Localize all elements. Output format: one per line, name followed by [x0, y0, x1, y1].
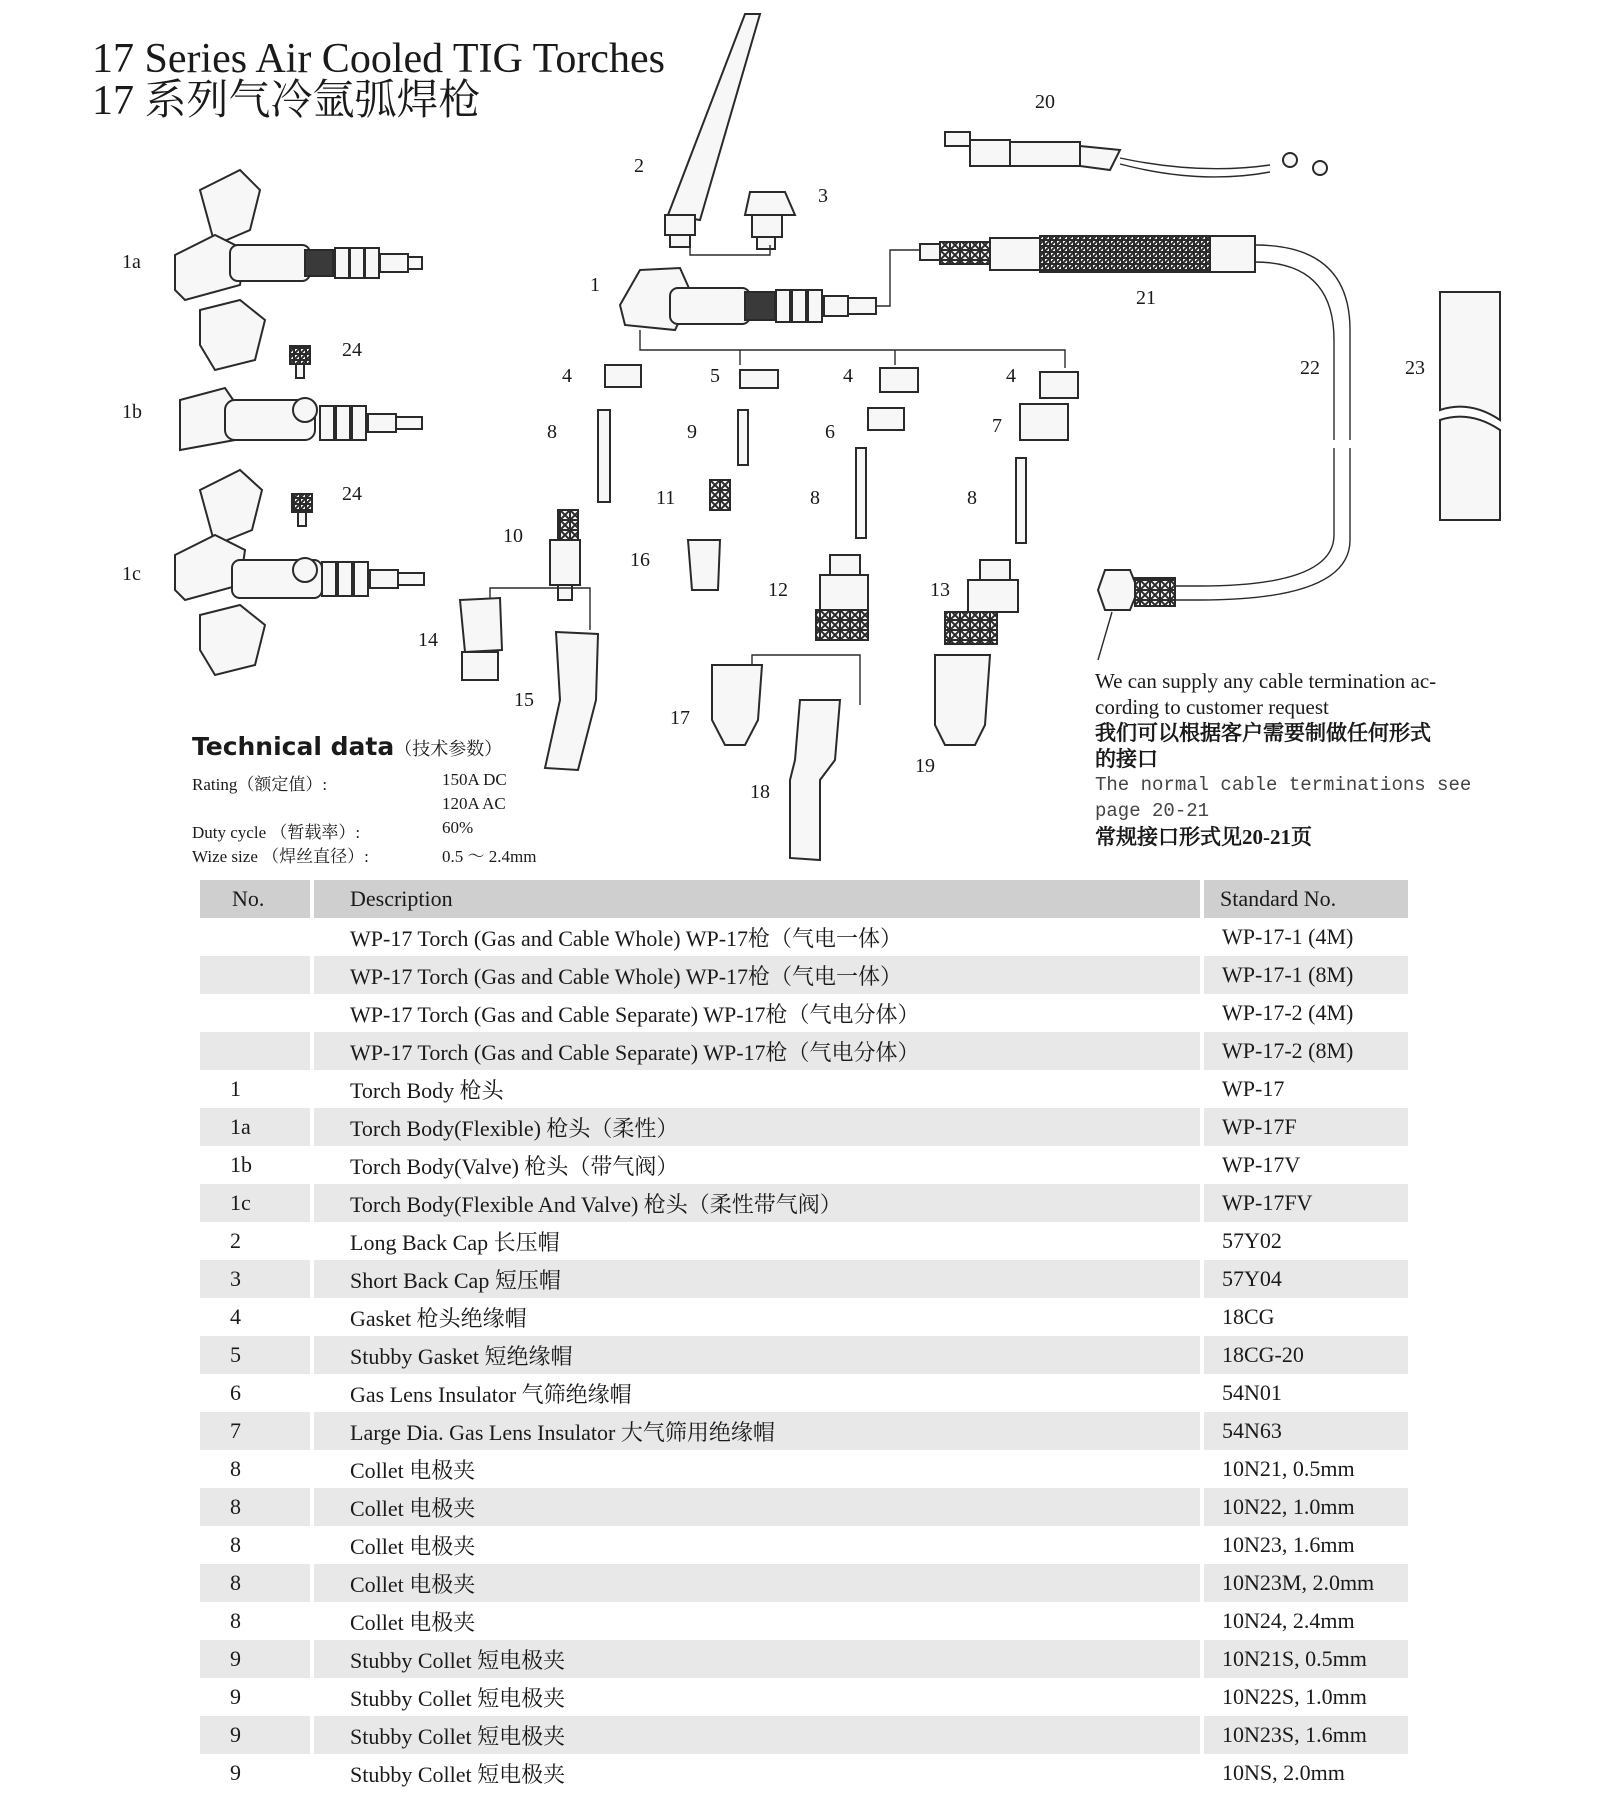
valve-knob: [290, 346, 310, 378]
row-standard-no: 10N22, 1.0mm: [1222, 1494, 1355, 1519]
stubby-collet-body: [710, 480, 730, 510]
row-description: Torch Body(Flexible) 枪头（柔性）: [312, 1108, 1202, 1146]
row-description: Torch Body(Valve) 枪头（带气阀）: [312, 1146, 1202, 1184]
table-row: [200, 1412, 1408, 1450]
row-standard-no: WP-17: [1222, 1076, 1285, 1101]
table-row: [200, 1298, 1408, 1336]
table-row: [200, 1526, 1408, 1564]
row-standard-no: 57Y02: [1222, 1228, 1282, 1253]
row-standard-no: 10NS, 2.0mm: [1222, 1760, 1345, 1785]
row-standard-no: 10N22S, 1.0mm: [1222, 1684, 1367, 1709]
row-description: Stubby Collet 短电极夹: [312, 1716, 1202, 1754]
gasket: [605, 365, 641, 387]
callout-11: 11: [656, 487, 676, 509]
table-row: [200, 918, 1408, 956]
callout-18: 18: [750, 781, 770, 803]
short-back-cap: [745, 192, 795, 249]
table-row: [200, 1260, 1408, 1298]
callout-8: 8: [547, 421, 557, 443]
row-number: 8: [200, 1564, 312, 1602]
table-row: [200, 1640, 1408, 1678]
row-standard-no: 57Y04: [1222, 1266, 1282, 1291]
table-row: [200, 1336, 1408, 1374]
collet-3: [1016, 458, 1026, 543]
callout-6: 6: [825, 421, 835, 443]
row-description: Collet 电极夹: [312, 1602, 1202, 1640]
callout-13: 13: [930, 579, 950, 601]
row-description: Collet 电极夹: [312, 1526, 1202, 1564]
rating-value-ac: 120A AC: [442, 794, 506, 813]
row-description: Gas Lens Insulator 气筛绝缘帽: [312, 1374, 1202, 1412]
stubby-gasket: [740, 370, 778, 388]
rating-label: Rating（额定值）:: [192, 775, 328, 794]
row-number: 8: [200, 1450, 312, 1488]
row-description: WP-17 Torch (Gas and Cable Separate) WP-17枪（气电分体）: [312, 1032, 1202, 1070]
header-standard-no: Standard No.: [1220, 886, 1337, 911]
callout-8c: 8: [967, 487, 977, 509]
row-number: [200, 1032, 312, 1070]
callout-4c: 4: [1006, 365, 1016, 387]
parts-table-body: [200, 918, 1408, 1792]
row-number: 1a: [200, 1108, 312, 1146]
table-row: [200, 1678, 1408, 1716]
stubby-nozzle: [688, 540, 720, 590]
callout-7: 7: [992, 415, 1002, 437]
row-number: 9: [200, 1716, 312, 1754]
row-description: WP-17 Torch (Gas and Cable Whole) WP-17枪（气电一体）: [312, 918, 1202, 956]
row-standard-no: 10N23, 1.6mm: [1222, 1532, 1355, 1557]
nozzle-18: [790, 700, 840, 860]
nozzle-17: [712, 665, 762, 745]
row-standard-no: WP-17V: [1222, 1152, 1301, 1177]
gasket-2: [880, 368, 918, 392]
row-standard-no: WP-17-1 (8M): [1222, 962, 1354, 987]
row-standard-no: WP-17-2 (8M): [1222, 1038, 1354, 1063]
page-title: 17 Series Air Cooled TIG Torches: [92, 36, 665, 82]
table-row: [200, 1146, 1408, 1184]
row-standard-no: 54N63: [1222, 1418, 1282, 1443]
note-line-7: 常规接口形式见20-21页: [1095, 825, 1312, 849]
note-line-3: 我们可以根据客户需要制做任何形式: [1095, 721, 1431, 745]
wire-size-label: Wize size （焊丝直径）:: [192, 847, 369, 866]
cable-sheath: [1440, 292, 1500, 520]
table-row: [200, 956, 1408, 994]
technical-data-heading-cn: （技术参数）: [394, 739, 503, 759]
note-line-1: We can supply any cable termination ac-: [1095, 669, 1437, 693]
row-number: 9: [200, 1640, 312, 1678]
callout-1c: 1c: [122, 563, 141, 585]
note-line-2: cording to customer request: [1095, 695, 1329, 719]
row-description: Stubby Collet 短电极夹: [312, 1754, 1202, 1792]
callout-10: 10: [503, 525, 523, 547]
table-row: [200, 1222, 1408, 1260]
row-standard-no: 10N24, 2.4mm: [1222, 1608, 1355, 1633]
callout-23: 23: [1405, 357, 1425, 379]
collet-2: [856, 448, 866, 538]
row-standard-no: WP-17-2 (4M): [1222, 1000, 1354, 1025]
row-standard-no: WP-17-1 (4M): [1222, 924, 1354, 949]
row-number: 1c: [200, 1184, 312, 1222]
nozzle-19: [935, 655, 990, 745]
duty-cycle-value: 60%: [442, 818, 474, 837]
row-standard-no: 54N01: [1222, 1380, 1282, 1405]
row-number: 5: [200, 1336, 312, 1374]
row-standard-no: 18CG-20: [1222, 1342, 1304, 1367]
row-number: 8: [200, 1488, 312, 1526]
table-row: [200, 1108, 1408, 1146]
gasket-3: [1040, 372, 1078, 398]
callout-5: 5: [710, 365, 720, 387]
row-standard-no: WP-17F: [1222, 1114, 1297, 1139]
table-row: [200, 1450, 1408, 1488]
row-number: 1: [200, 1070, 312, 1108]
header-no: No.: [200, 880, 312, 918]
table-row: [200, 1564, 1408, 1602]
row-number: [200, 918, 312, 956]
row-number: 1b: [200, 1146, 312, 1184]
gas-lens: [816, 555, 868, 640]
row-standard-no: 10N21, 0.5mm: [1222, 1456, 1355, 1481]
callout-24: 24: [342, 339, 362, 361]
row-standard-no: WP-17FV: [1222, 1190, 1313, 1215]
table-row: [200, 994, 1408, 1032]
rating-value-dc: 150A DC: [442, 770, 507, 789]
row-number: 9: [200, 1754, 312, 1792]
callout-4: 4: [562, 365, 572, 387]
row-description: Long Back Cap 长压帽: [312, 1222, 1202, 1260]
table-row: [200, 1032, 1408, 1070]
row-number: 6: [200, 1374, 312, 1412]
row-description: WP-17 Torch (Gas and Cable Separate) WP-17枪（气电分体）: [312, 994, 1202, 1032]
row-standard-no: 10N21S, 0.5mm: [1222, 1646, 1367, 1671]
header-description: Description: [312, 880, 1202, 918]
nozzle-15: [545, 632, 598, 770]
large-gas-lens-insulator: [1020, 404, 1068, 440]
torch-body-flexible: [175, 170, 422, 370]
cable-termination-note: [1095, 668, 1515, 850]
row-number: 3: [200, 1260, 312, 1298]
row-description: Collet 电极夹: [312, 1488, 1202, 1526]
technical-data-heading: Technical data: [192, 732, 395, 761]
callout-3: 3: [818, 185, 828, 207]
table-row: [200, 1070, 1408, 1108]
table-header-row: [200, 880, 1408, 918]
row-description: WP-17 Torch (Gas and Cable Whole) WP-17枪（气电一体）: [312, 956, 1202, 994]
large-gas-lens: [945, 560, 1018, 644]
callout-1: 1: [590, 274, 600, 296]
cable-connector: [1098, 570, 1175, 610]
row-number: [200, 994, 312, 1032]
row-description: Torch Body 枪头: [312, 1070, 1202, 1108]
row-number: 8: [200, 1602, 312, 1640]
table-row: [200, 1602, 1408, 1640]
row-number: 7: [200, 1412, 312, 1450]
table-row: [200, 1716, 1408, 1754]
row-number: 9: [200, 1678, 312, 1716]
table-row: [200, 1374, 1408, 1412]
parts-table: [200, 880, 1408, 1792]
callout-22: 22: [1300, 357, 1320, 379]
callout-19: 19: [915, 755, 935, 777]
cable: [1255, 245, 1350, 440]
row-description: Large Dia. Gas Lens Insulator 大气筛用绝缘帽: [312, 1412, 1202, 1450]
row-description: Gasket 枪头绝缘帽: [312, 1298, 1202, 1336]
callout-1a: 1a: [122, 251, 141, 273]
torch-handle: [920, 236, 1255, 272]
row-standard-no: 18CG: [1222, 1304, 1275, 1329]
row-description: Collet 电极夹: [312, 1450, 1202, 1488]
stubby-collet: [738, 410, 748, 465]
row-number: 4: [200, 1298, 312, 1336]
note-line-4: 的接口: [1095, 747, 1158, 771]
callout-14: 14: [418, 629, 438, 651]
table-row: [200, 1488, 1408, 1526]
switch-cable: [945, 132, 1327, 177]
torch-body-valve: [180, 388, 422, 450]
table-row: [200, 1754, 1408, 1792]
row-description: Stubby Gasket 短绝缘帽: [312, 1336, 1202, 1374]
torch-body: [620, 268, 876, 330]
callout-12: 12: [768, 579, 788, 601]
page-title-cn: 17 系列气冷氩弧焊枪: [92, 78, 481, 124]
callout-16: 16: [630, 549, 650, 571]
callout-20: 20: [1035, 91, 1055, 113]
callout-9: 9: [687, 421, 697, 443]
callout-8b: 8: [810, 487, 820, 509]
row-description: Stubby Collet 短电极夹: [312, 1640, 1202, 1678]
callout-2: 2: [634, 155, 644, 177]
row-number: [200, 956, 312, 994]
callout-15: 15: [514, 689, 534, 711]
row-number: 2: [200, 1222, 312, 1260]
nozzle-14: [460, 598, 502, 652]
duty-cycle-label: Duty cycle （暂载率）:: [192, 823, 361, 842]
row-number: 8: [200, 1526, 312, 1564]
row-description: Stubby Collet 短电极夹: [312, 1678, 1202, 1716]
row-standard-no: 10N23S, 1.6mm: [1222, 1722, 1367, 1747]
valve-knob-2: [292, 494, 312, 526]
callout-1b: 1b: [122, 401, 142, 423]
collet-body: [550, 510, 580, 600]
callout-4b: 4: [843, 365, 853, 387]
callout-21: 21: [1136, 287, 1156, 309]
wire-size-value: 0.5 ～ 2.4mm: [442, 847, 537, 866]
row-standard-no: 10N23M, 2.0mm: [1222, 1570, 1375, 1595]
row-description: Short Back Cap 短压帽: [312, 1260, 1202, 1298]
callout-17: 17: [670, 707, 690, 729]
table-row: [200, 1184, 1408, 1222]
note-line-6: page 20-21: [1095, 800, 1210, 822]
row-description: Torch Body(Flexible And Valve) 枪头（柔性带气阀）: [312, 1184, 1202, 1222]
gas-lens-insulator: [868, 408, 904, 430]
collet: [598, 410, 610, 502]
callout-24b: 24: [342, 483, 362, 505]
row-description: Collet 电极夹: [312, 1564, 1202, 1602]
note-line-5: The normal cable terminations see: [1095, 774, 1472, 796]
